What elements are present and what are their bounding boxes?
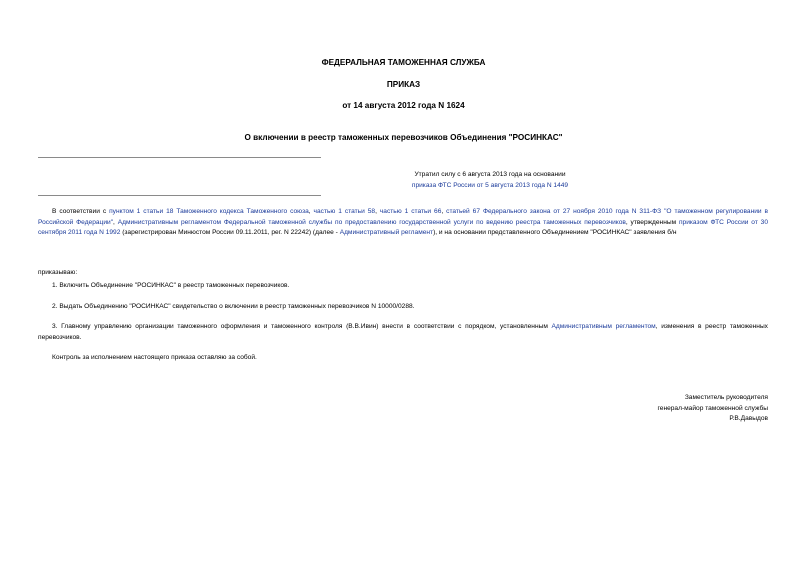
admin-regulation-link[interactable]: Административным регламентом Федеральной таможенной службы по предоставлению государственной услуги по ведению реестра таможенных перевозчиков: [117, 218, 626, 226]
signatory-name: Р.В.Давыдов: [729, 415, 768, 423]
order-intro: приказываю:: [38, 269, 78, 276]
admin-regulation-short-link[interactable]: Административный регламент: [339, 229, 434, 237]
order-item-2: 2. Выдать Объединению "РОСИНКАС" свидетельство о включении в реестр таможенных перевозчиков N 10000/0288.: [52, 303, 415, 310]
article-66-link[interactable]: частью 1 статьи 66: [379, 208, 442, 215]
signatory-position: Заместитель руководителя: [684, 394, 768, 401]
preamble-text: ,: [113, 218, 118, 226]
order-item-3-text: 3. Главному управлению организации таможенного оформления и таможенного контроля (В.В.Ивин) внести в соответствии с порядком, установленным: [52, 323, 552, 330]
document-title: О включении в реестр таможенных перевозчиков Объединения "РОСИНКАС": [244, 133, 563, 142]
preamble-text: ,: [441, 208, 447, 215]
admin-regulation-ref-link[interactable]: Административным регламентом: [551, 323, 656, 330]
preamble-text: ), и на основании представленного Объединением "РОСИНКАС" заявления б/н: [433, 229, 677, 237]
customs-code-link[interactable]: пунктом 1 статьи 18 Таможенного кодекса Таможенного союза: [109, 208, 309, 215]
preamble-paragraph: [38, 207, 768, 239]
fts-order-1992-link[interactable]: приказом ФТС России от 30 сентября 2011 года N 1992: [38, 218, 769, 237]
article-58-link[interactable]: частью 1 статьи 58: [313, 208, 376, 215]
divider-top: [38, 157, 321, 158]
preamble-text: В соответствии с: [52, 208, 110, 215]
document-date: от 14 августа 2012 года N 1624: [342, 101, 465, 110]
preamble-text: (зарегистрирован Минюстом России 09.11.2011, рег. N 22242) (далее -: [120, 229, 340, 237]
order-item-3: [38, 322, 768, 343]
order-item-1: 1. Включить Объединение "РОСИНКАС" в реестр таможенных перевозчиков.: [52, 282, 290, 289]
preamble-text: , утвержденным: [625, 218, 679, 226]
signature-block: [468, 393, 768, 425]
preamble-text: ,: [375, 208, 380, 215]
status-note-text: Утратил силу с 6 августа 2013 года на основании: [414, 171, 566, 178]
status-note: [300, 169, 680, 191]
repeal-order-link[interactable]: приказа ФТС России от 5 августа 2013 года N 1449: [411, 182, 569, 189]
document-type: ПРИКАЗ: [386, 80, 421, 89]
agency-title: ФЕДЕРАЛЬНАЯ ТАМОЖЕННАЯ СЛУЖБА: [321, 58, 486, 67]
preamble-text: ,: [308, 208, 314, 215]
divider-bottom: [38, 195, 321, 196]
federal-law-link[interactable]: статьей 67 Федерального закона от 27 ноября 2010 года N 311-ФЗ "О таможенном регулировании в Российской Федерации": [38, 208, 769, 226]
control-clause: Контроль за исполнением настоящего приказа оставляю за собой.: [52, 354, 257, 361]
signatory-rank: генерал-майор таможенной службы: [657, 404, 768, 412]
order-item-3-text: , изменения в реестр таможенных перевозчиков.: [38, 323, 768, 341]
